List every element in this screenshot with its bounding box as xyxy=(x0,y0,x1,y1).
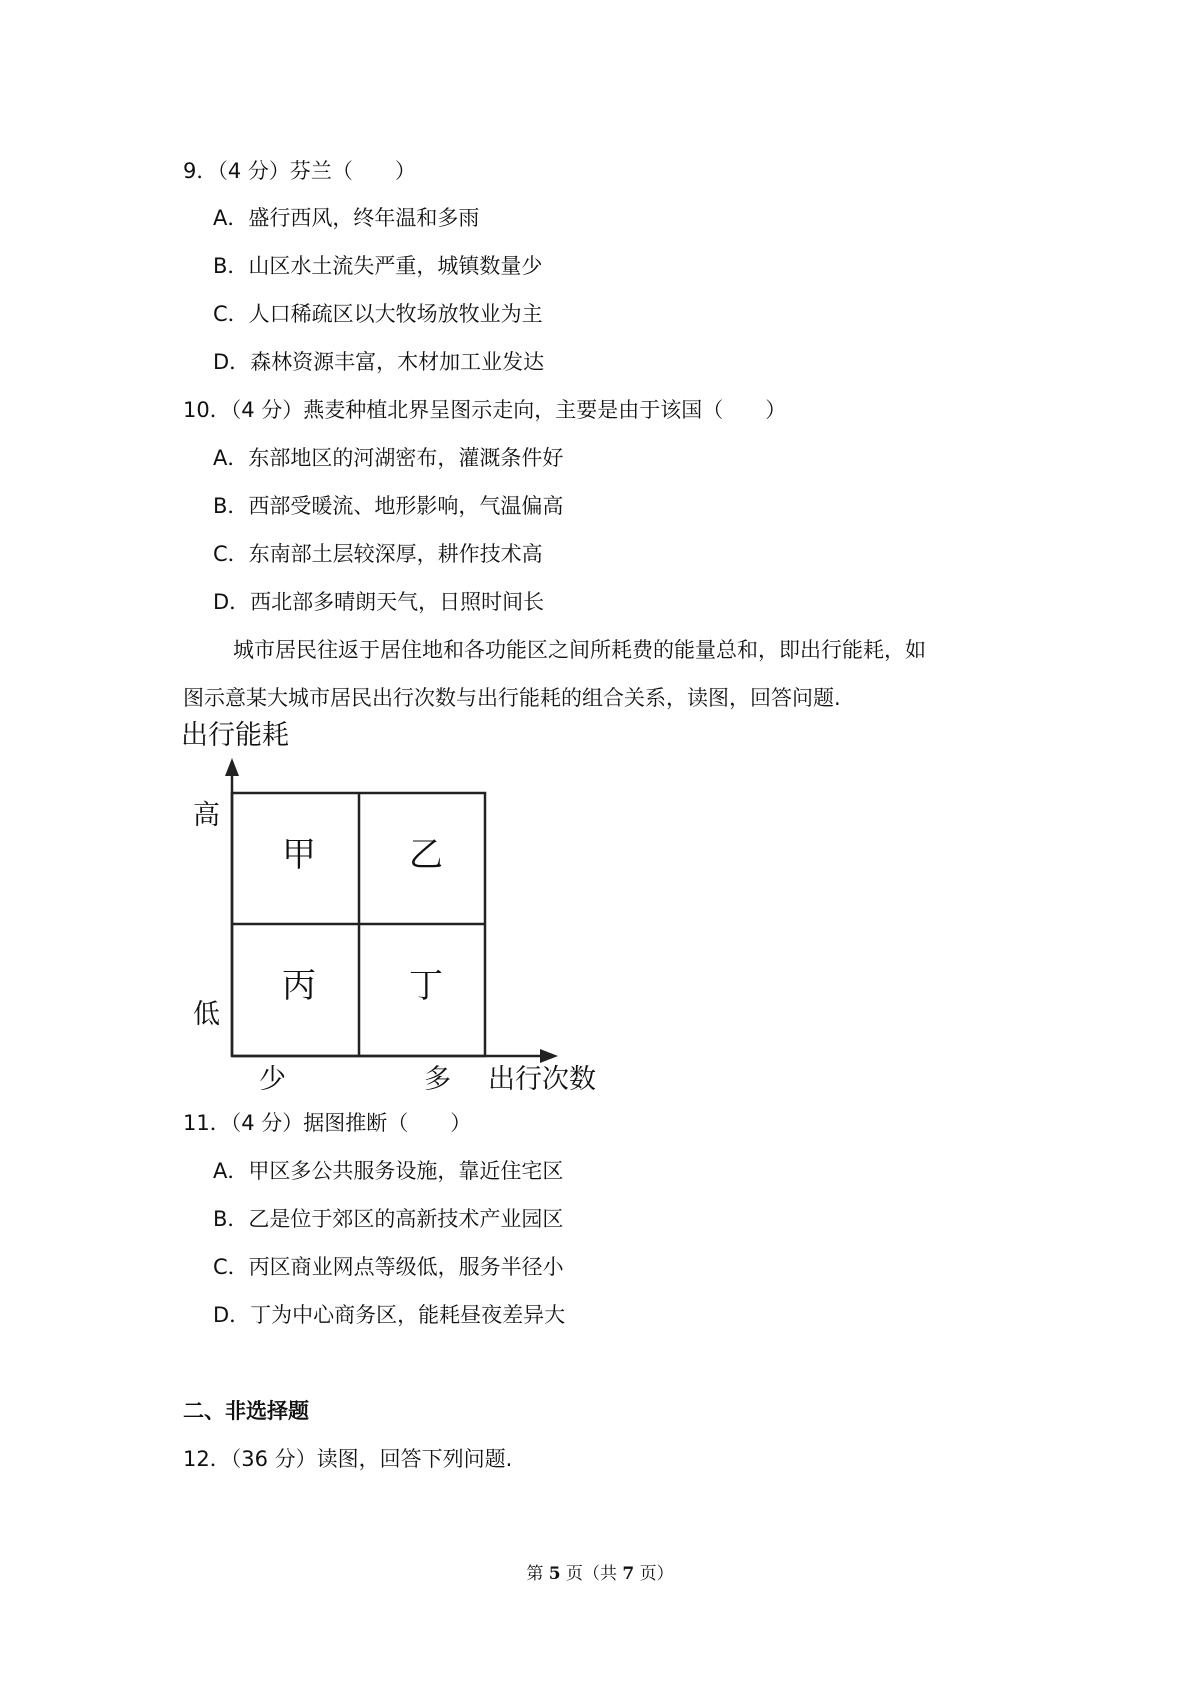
footer-prefix: 第 xyxy=(526,1564,549,1584)
y-tick-high: 高 xyxy=(193,800,220,831)
q12-stem: 12．（36 分）读图，回答下列问题. xyxy=(183,1447,513,1471)
q10-option-c: C．东南部土层较深厚，耕作技术高 xyxy=(213,542,543,566)
footer-middle: 页（共 xyxy=(560,1564,623,1584)
grid-outer-box xyxy=(232,793,485,1056)
q11-option-a: A．甲区多公共服务设施，靠近住宅区 xyxy=(213,1159,564,1183)
cell-yi: 乙 xyxy=(409,835,443,875)
cell-jia: 甲 xyxy=(282,835,316,875)
intro-line-2: 图示意某大城市居民出行次数与出行能耗的组合关系，读图，回答问题. xyxy=(183,686,841,710)
section-2-title: 二、非选择题 xyxy=(183,1399,309,1423)
q9-option-b: B．山区水土流失严重，城镇数量少 xyxy=(213,254,543,278)
cell-bing: 丙 xyxy=(282,966,316,1006)
footer-suffix: 页） xyxy=(634,1564,674,1584)
q11-option-c: C．丙区商业网点等级低，服务半径小 xyxy=(213,1255,564,1279)
q11-stem: 11．（4 分）据图推断（ ） xyxy=(183,1111,472,1135)
footer-page-number: 5 xyxy=(548,1564,561,1584)
intro-line-1: 城市居民往返于居住地和各功能区之间所耗费的能量总和，即出行能耗，如 xyxy=(233,638,926,662)
q9-option-d: D．森林资源丰富，木材加工业发达 xyxy=(213,350,545,374)
q10-option-a: A．东部地区的河湖密布，灌溉条件好 xyxy=(213,446,564,470)
footer-total-pages: 7 xyxy=(622,1564,635,1584)
y-tick-low: 低 xyxy=(193,999,220,1030)
q11-option-b: B．乙是位于郊区的高新技术产业园区 xyxy=(213,1207,564,1231)
q9-stem: 9．（4 分）芬兰（ ） xyxy=(183,159,416,183)
page-footer xyxy=(0,1559,1200,1584)
q11-option-d: D．丁为中心商务区，能耗昼夜差异大 xyxy=(213,1303,566,1327)
x-axis-title: 出行次数 xyxy=(488,1064,596,1095)
q10-option-b: B．西部受暖流、地形影响，气温偏高 xyxy=(213,494,564,518)
x-axis-arrow xyxy=(540,1049,558,1063)
y-axis-title: 出行能耗 xyxy=(181,720,289,751)
x-tick-few: 少 xyxy=(259,1064,286,1095)
x-tick-many: 多 xyxy=(424,1064,451,1095)
cell-ding: 丁 xyxy=(409,966,443,1006)
y-axis-arrow xyxy=(225,758,239,776)
q9-option-a: A．盛行西风，终年温和多雨 xyxy=(213,206,480,230)
q10-option-d: D．西北部多晴朗天气，日照时间长 xyxy=(213,590,545,614)
q9-option-c: C．人口稀疏区以大牧场放牧业为主 xyxy=(213,302,543,326)
q10-stem: 10．（4 分）燕麦种植北界呈图示走向，主要是由于该国（ ） xyxy=(183,398,787,422)
